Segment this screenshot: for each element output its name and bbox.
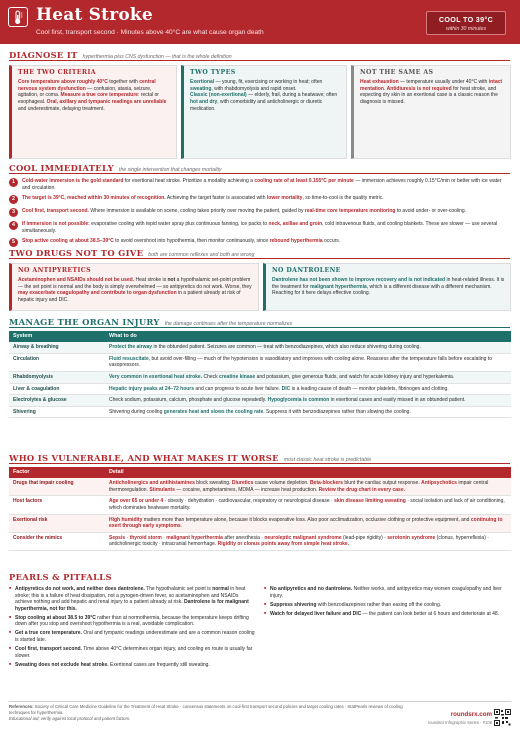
table-row <box>9 532 511 550</box>
list-item: ■ Get a true core temperature. Oral and tympanic readings underestimate and are a common reason cooling is started late. <box>9 630 257 643</box>
organ-injury-table <box>9 331 511 418</box>
row-detail: Anticholinergics and antihistamines block sweating. Diuretics cause volume depletion. Beta-blockers blunt the cardiac output response. Antipsychotics impair central thermoregulation. Stimulants — cocaine, amphetamines, MDMA — increase heat production. Review the drug chart in every case. <box>105 478 511 496</box>
row-detail: Very common in exertional heat stroke. Check creatine kinase and potassium, give generous fluids, and watch for acute kidney injury and hyperkalemia. <box>105 371 511 383</box>
table-row <box>9 342 511 353</box>
row-detail: Protect the airway in the obtunded patient. Seizures are common — treat with benzodiazepines, which also reduce shivering during cooling. <box>105 342 511 353</box>
row-detail: Sepsis · thyroid storm · malignant hyperthermia after anesthesia · neuroleptic malignant syndrome (lead-pipe rigidity) · serotonin syndrome (clonus, hyperreflexia) · anticholinergic toxicity · intracranial hemorrhage. Rigidity or clonus points away from simple heat stroke. <box>105 532 511 550</box>
criteria-box <box>9 65 177 159</box>
section-cool <box>9 163 510 174</box>
row-label: Circulation <box>9 353 105 371</box>
row-label: Airway & breathing <box>9 342 105 353</box>
section-organ-injury <box>9 317 510 328</box>
series-label: roundsrx Infographic Series · #108 <box>427 720 492 725</box>
badge-subtitle: within 30 minutes <box>445 25 487 32</box>
cooling-target-badge <box>426 11 506 35</box>
list-item: ■ Antipyretics do not work, and neither does dantrolene. The hypothalamic set point is normal in heat stroke; this is a failure of heat dissipation, not a pyrogen-driven fever, so acetaminophen and NSAIDs achieve nothing and add hepatic and renal injury to a patient already at risk. Dantrolene is for malignant hyperthermia, not for this. <box>9 586 257 612</box>
step-number: 2 <box>9 195 18 204</box>
list-item: ■ Cool first, transport second. Time above 40°C determines organ injury, and cooling en route is usually far slower. <box>9 646 257 659</box>
section-subtitle: the single intervention that changes mortality <box>118 167 222 173</box>
table-row <box>9 371 511 383</box>
box-title: NOT THE SAME AS <box>360 69 434 76</box>
box-title: NO DANTROLENE <box>272 267 341 274</box>
table-row <box>9 514 511 532</box>
row-detail: Fluid resuscitate, but avoid over-filling — much of the hypotension is vasodilatory and improves with cooling alone. Reassess after the temperature falls before escalating to vasopressors. <box>105 353 511 371</box>
column-header: System <box>9 331 105 342</box>
pearls-left-column <box>9 586 257 670</box>
step-3: 3 Cool first, transport second. Where immersion is available on scene, cooling takes priority over moving the patient, guided by real-time core temperature monitoring to avoid under- or over-cooling. <box>9 208 509 218</box>
list-item: ■ Suppress shivering with benzodiazepines rather than easing off the cooling. <box>264 602 511 609</box>
step-5: 5 Stop active cooling at about 38.5–39°C to avoid overshoot into hypothermia, then monitor continuously, since rebound hyperthermia occurs. <box>9 238 509 248</box>
antipyretics-text: Acetaminophen and NSAIDs should not be used. Heat stroke is not a hypothalamic set-point problem — the set point is normal and the body is simply overwhelmed — so antipyretics do not work. Worse, they may exacerbate coagulopathy and contribute to organ dysfunction in a patient already at risk of hepatic injury and DIC. <box>18 277 252 303</box>
list-item: ■ Stop cooling at about 38.5 to 39°C rather than at normothermia, because the temperature keeps drifting down after you stop and overshoot hypothermia is a real, avoidable complication. <box>9 615 257 628</box>
list-item: ■ Sweating does not exclude heat stroke. Exertional cases are frequently still sweating. <box>9 662 257 669</box>
section-title: TWO DRUGS NOT TO GIVE <box>9 248 144 258</box>
box-title: TWO TYPES <box>190 69 236 76</box>
qr-code-icon <box>494 709 511 726</box>
row-detail: High humidity matters more than temperature alone, because it blocks evaporative loss. Also poor acclimatization, occlusive clothing or protective equipment, and continuing to exert through early symptoms. <box>105 514 511 532</box>
row-label: Rhabdomyolysis <box>9 371 105 383</box>
step-1: 1 Cold-water immersion is the gold standard for exertional heat stroke. Prioritize a modality achieving a cooling rate of at least 0.155°C per minute — immersion achieves roughly 0.15°C/min or better with ice water and circulation. <box>9 178 509 191</box>
vulnerability-table <box>9 467 511 551</box>
table-row <box>9 406 511 418</box>
section-subtitle: both are common reflexes and both are wrong <box>148 252 255 258</box>
table-header-row <box>9 467 511 478</box>
row-label: Liver & coagulation <box>9 383 105 395</box>
cooling-steps <box>9 178 509 251</box>
section-subtitle: the damage continues after the temperature normalizes <box>164 321 293 327</box>
row-label: Drugs that impair cooling <box>9 478 105 496</box>
step-2: 2 The target is 39°C, reached within 30 minutes of recognition. Achieving the target faster is associated with lower mortality, so time-to-cool is the quality metric. <box>9 195 509 205</box>
row-detail: Check sodium, potassium, calcium, phosphate and glucose repeatedly. Hypoglycemia is common in exertional cases and easily missed in an obtunded patient. <box>105 395 511 407</box>
section-subtitle: most classic heat stroke is predictable <box>283 457 372 463</box>
pearls-right-column <box>264 586 511 620</box>
section-title: MANAGE THE ORGAN INJURY <box>9 317 160 327</box>
criteria-text: Core temperature above roughly 40°C together with central nervous system dysfunction — confusion, ataxia, seizure, agitation, or coma. Measure a true core temperature: rectal or esophageal. Oral, axillary and tympanic readings are unreliable and underestimate, delaying treatment. <box>18 79 167 112</box>
step-number: 3 <box>9 208 18 217</box>
references: References: Society of Critical Care Medicine Guideline for the Treatment of Heat Stroke · consensus statements on cool-first transport second policies and target cooling rates · StatPearls reviews of cooling techniques for hyperthermia. Educational aid; verify against local protocol and patient factors. <box>9 704 403 722</box>
row-detail: Hepatic injury peaks at 24–72 hours and can progress to acute liver failure. DIC is a leading cause of death — monitor platelets, fibrinogen and clotting. <box>105 383 511 395</box>
table-row <box>9 395 511 407</box>
section-vulnerable <box>9 453 510 464</box>
page-subtitle: Cool first, transport second · Minutes above 40°C are what cause organ death <box>36 29 264 36</box>
thermometer-icon <box>8 7 28 27</box>
no-antipyretics-box <box>9 263 259 311</box>
badge-title: COOL TO 39°C <box>438 15 494 24</box>
column-header: Factor <box>9 467 105 478</box>
table-row <box>9 496 511 514</box>
row-label: Shivering <box>9 406 105 418</box>
section-title: PEARLS & PITFALLS <box>9 572 112 582</box>
page-title: Heat Stroke <box>36 5 153 25</box>
table-row <box>9 353 511 371</box>
section-pearls <box>9 572 510 583</box>
row-label: Exertional risk <box>9 514 105 532</box>
column-header: What to do <box>105 331 511 342</box>
row-label: Electrolytes & glucose <box>9 395 105 407</box>
section-subtitle: hyperthermia plus CNS dysfunction — that is the whole definition <box>82 54 232 60</box>
table-row <box>9 383 511 395</box>
section-title: COOL IMMEDIATELY <box>9 163 114 173</box>
step-4: 4 If immersion is not possible: evaporative cooling with tepid water spray plus continuous fanning, ice packs to neck, axillae and groin, cold intravenous fluids, and cooling blankets. These are slower — use several simultaneously. <box>9 221 509 234</box>
box-title: THE TWO CRITERIA <box>18 69 96 76</box>
step-number: 5 <box>9 238 18 247</box>
section-drugs <box>9 248 510 259</box>
row-detail: Shivering during cooling generates heat and slows the cooling rate. Suppress it with benzodiazepines rather than slowing the cooling. <box>105 406 511 418</box>
footer-divider <box>9 701 511 702</box>
step-number: 1 <box>9 178 18 187</box>
types-text: Exertional — young, fit, exercising or working in heat; often sweating, with rhabdomyolysis and rapid onset. Classic (non-exertional) — elderly, frail, during a heatwave; often hot and dry, with comorbidity and anticholinergic or diuretic medication. <box>190 79 338 112</box>
types-box <box>181 65 347 159</box>
dantrolene-text: Dantrolene has not been shown to improve recovery and is not indicated in heat-related illness. It is the treatment for malignant hyperthermia, which is a different disease with a different mechanism. Reaching for it here delays effective cooling. <box>272 277 505 297</box>
section-title: DIAGNOSE IT <box>9 50 78 60</box>
row-label: Host factors <box>9 496 105 514</box>
list-item: ■ No antipyretics and no dantrolene. Neither works, and antipyretics may worsen coagulopathy and liver injury. <box>264 586 511 599</box>
row-label: Consider the mimics <box>9 532 105 550</box>
box-title: NO ANTIPYRETICS <box>18 267 91 274</box>
no-dantrolene-box <box>263 263 511 311</box>
table-header-row <box>9 331 511 342</box>
step-number: 4 <box>9 221 18 230</box>
section-diagnose <box>9 50 510 61</box>
table-row <box>9 478 511 496</box>
row-detail: Age over 65 or under 4 · obesity · dehydration · cardiovascular, respiratory or neurological disease · skin disease limiting sweating · social isolation and lack of air conditioning, which dominates heatwave mortality. <box>105 496 511 514</box>
section-title: WHO IS VULNERABLE, AND WHAT MAKES IT WORSE <box>9 453 279 463</box>
list-item: ■ Watch for delayed liver failure and DIC — the patient can look better at 6 hours and deteriorate at 48. <box>264 611 511 618</box>
header-banner <box>0 0 520 44</box>
column-header: Detail <box>105 467 511 478</box>
not-same-box <box>351 65 511 159</box>
site-name[interactable]: roundsrx.com <box>450 711 492 718</box>
not-same-text: Heat exhaustion — temperature usually under 40°C with intact mentation. Antidiuresis is not required for heat stroke, and expecting dry skin in an exertional case is a classic reason the diagnosis is missed. <box>360 79 503 105</box>
